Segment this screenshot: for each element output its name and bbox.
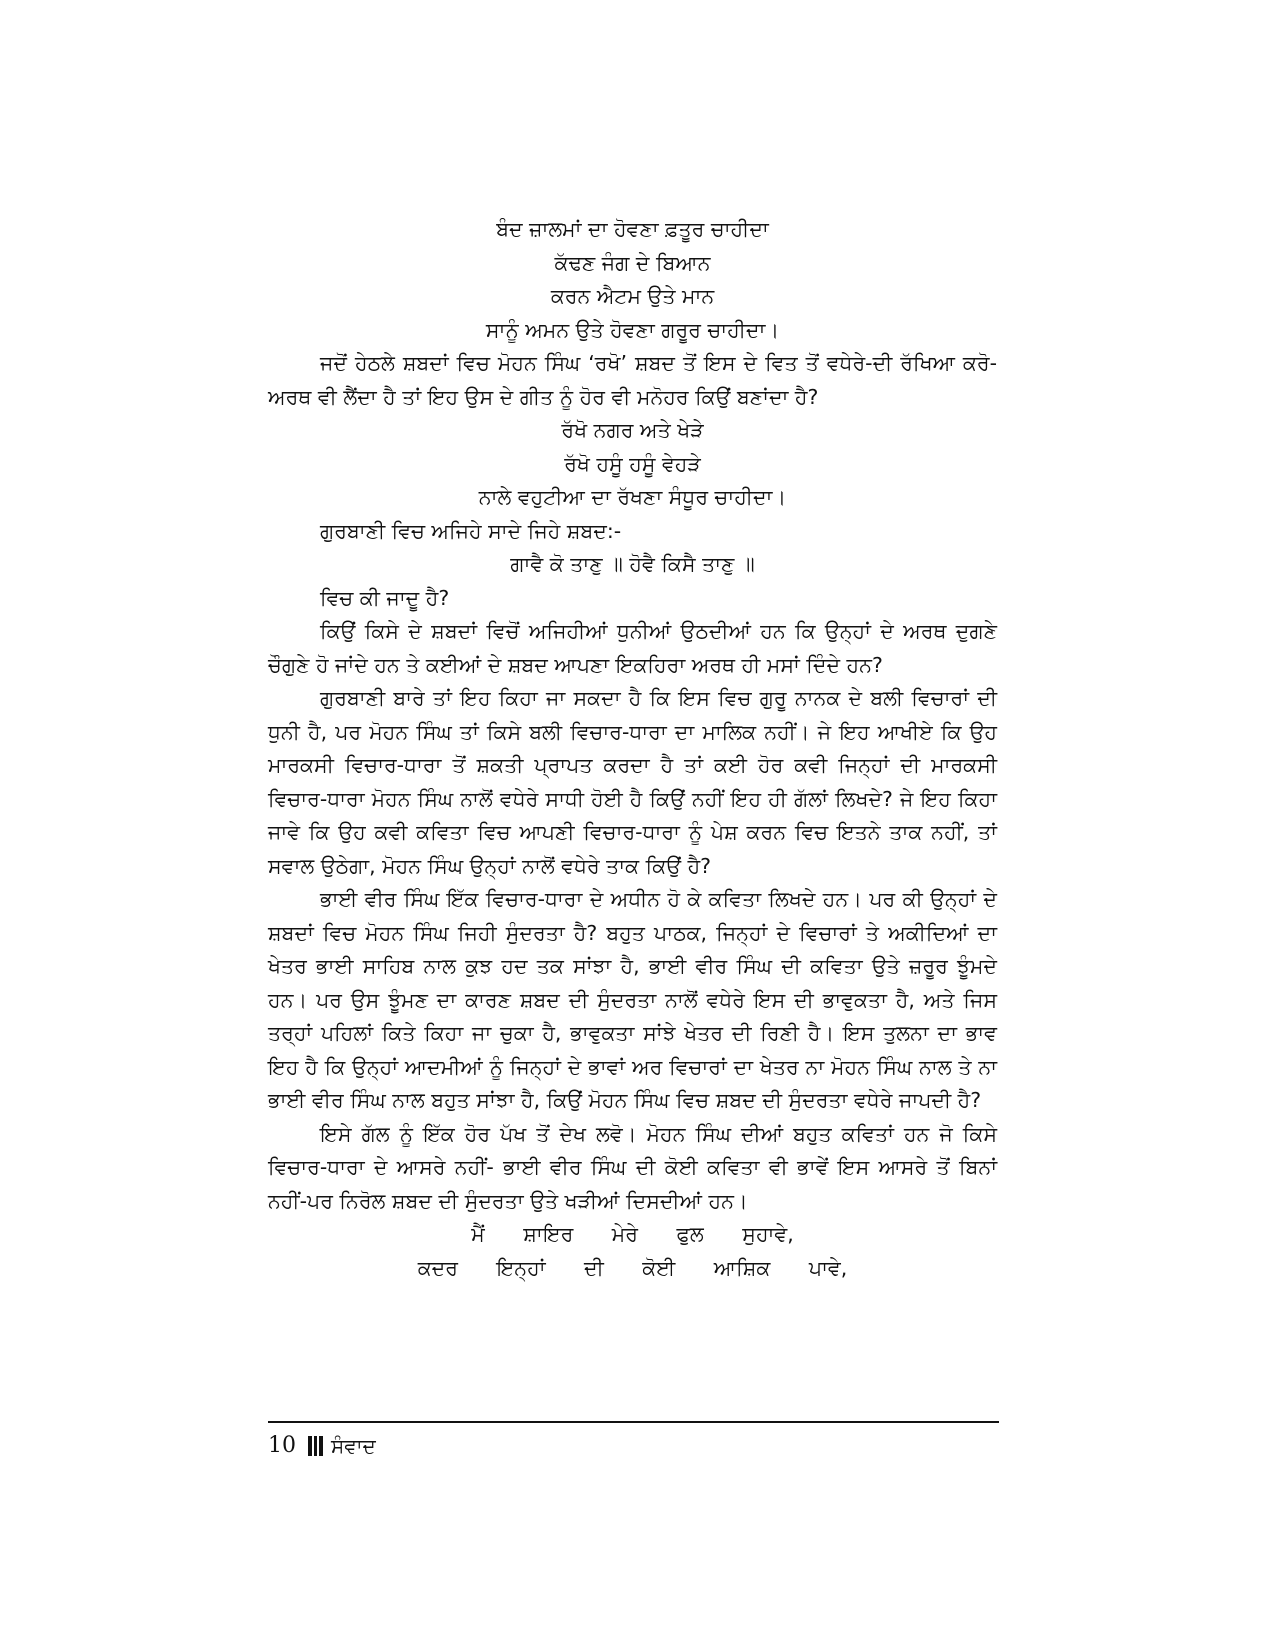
verse-line: ਰੱਖੋ ਹਸੂੰ ਹਸੂੰ ਵੇਹੜੇ — [564, 451, 701, 476]
verse-line: ਰੱਖੋ ਨਗਰ ਅਤੇ ਖੇੜੇ — [561, 418, 704, 442]
verse-line: ਮੈਂ ਸ਼ਾਇਰ ਮੇਰੇ ਫੁਲ ਸੁਹਾਵੇ, — [471, 1222, 794, 1246]
verse-line: ਬੰਦ ਜ਼ਾਲਮਾਂ ਦਾ ਹੋਵਣਾ ਫ਼ਤੂਰ ਚਾਹੀਦਾ — [496, 217, 769, 241]
footer-rule — [268, 1421, 999, 1423]
paragraph: ਗੁਰਬਾਣੀ ਬਾਰੇ ਤਾਂ ਇਹ ਕਿਹਾ ਜਾ ਸਕਦਾ ਹੈ ਕਿ ਇਸ ਵਿਚ ਗੁਰੂ ਨਾਨਕ ਦੇ ਬਲੀ ਵਿਚਾਰਾਂ ਦੀ ਧੁਨੀ ਹੈ, ਪਰ ਮੋਹਨ ਸਿੰਘ ਤਾਂ ਕਿਸੇ ਬਲੀ ਵਿਚਾਰ-ਧਾਰਾ ਦਾ ਮਾਲਿਕ ਨਹੀਂ। ਜੇ ਇਹ ਆਖੀਏ ਕਿ ਉਹ ਮਾਰਕਸੀ ਵਿਚਾਰ-ਧਾਰਾ ਤੋਂ ਸ਼ਕਤੀ ਪ੍ਰਾਪਤ ਕਰਦਾ ਹੈ ਤਾਂ ਕਈ ਹੋਰ ਕਵੀ ਜਿਨ੍ਹਾਂ ਦੀ ਮਾਰਕਸੀ ਵਿਚਾਰ-ਧਾਰਾ ਮੋਹਨ ਸਿੰਘ ਨਾਲੋਂ ਵਧੇਰੇ ਸਾਧੀ ਹੋਈ ਹੈ ਕਿਉਂ ਨਹੀਂ ਇਹ ਹੀ ਗੱਲਾਂ ਲਿਖਦੇ? ਜੇ ਇਹ ਕਿਹਾ ਜਾਵੇ ਕਿ ਉਹ ਕਵੀ ਕਵਿਤਾ ਵਿਚ ਆਪਣੀ ਵਿਚਾਰ-ਧਾਰਾ ਨੂੰ ਪੇਸ਼ ਕਰਨ ਵਿਚ ਇਤਨੇ ਤਾਕ ਨਹੀਂ, ਤਾਂ ਸਵਾਲ ਉਠੇਗਾ, ਮੋਹਨ ਸਿੰਘ ਉਨ੍ਹਾਂ ਨਾਲੋਂ ਵਧੇਰੇ ਤਾਕ ਕਿਉਂ ਹੈ? — [268, 686, 997, 878]
verse-line: ਨਾਲੇ ਵਹੁਟੀਆ ਦਾ ਰੱਖਣਾ ਸੰਧੂਰ ਚਾਹੀਦਾ। — [478, 485, 787, 509]
paragraph: ਗੁਰਬਾਣੀ ਵਿਚ ਅਜਿਹੇ ਸਾਦੇ ਜਿਹੇ ਸ਼ਬਦ:- — [320, 518, 622, 543]
body-text — [268, 213, 997, 1285]
three-bars-icon — [308, 1436, 325, 1456]
paragraph: ਕਿਉਂ ਕਿਸੇ ਦੇ ਸ਼ਬਦਾਂ ਵਿਚੋਂ ਅਜਿਹੀਆਂ ਧੁਨੀਆਂ ਉਠਦੀਆਂ ਹਨ ਕਿ ਉਨ੍ਹਾਂ ਦੇ ਅਰਥ ਦੁਗਣੇ ਚੌਗੁਣੇ ਹੋ ਜਾਂਦੇ ਹਨ ਤੇ ਕਈਆਂ ਦੇ ਸ਼ਬਦ ਆਪਣਾ ਇਕਹਿਰਾ ਅਰਥ ਹੀ ਮਸਾਂ ਦਿੰਦੇ ਹਨ? — [268, 619, 997, 677]
page-number: 10 — [268, 1433, 296, 1458]
scripture-quote: ਗਾਵੈ ਕੋ ਤਾਣੁ ॥ ਹੋਵੈ ਕਿਸੈ ਤਾਣੁ ॥ — [510, 552, 755, 576]
paragraph: ਇਸੇ ਗੱਲ ਨੂੰ ਇੱਕ ਹੋਰ ਪੱਖ ਤੋਂ ਦੇਖ ਲਵੋ। ਮੋਹਨ ਸਿੰਘ ਦੀਆਂ ਬਹੁਤ ਕਵਿਤਾਂ ਹਨ ਜੋ ਕਿਸੇ ਵਿਚਾਰ-ਧਾਰਾ ਦੇ ਆਸਰੇ ਨਹੀਂ- ਭਾਈ ਵੀਰ ਸਿੰਘ ਦੀ ਕੋਈ ਕਵਿਤਾ ਵੀ ਭਾਵੇਂ ਇਸ ਆਸਰੇ ਤੋਂ ਬਿਨਾਂ ਨਹੀਂ-ਪਰ ਨਿਰੋਲ ਸ਼ਬਦ ਦੀ ਸੁੰਦਰਤਾ ਉਤੇ ਖੜੀਆਂ ਦਿਸਦੀਆਂ ਹਨ। — [268, 1121, 997, 1213]
paragraph: ਵਿਚ ਕੀ ਜਾਦੂ ਹੈ? — [320, 585, 450, 610]
verse-line: ਕਦਰ ਇਨ੍ਹਾਂ ਦੀ ਕੋਈ ਆਸ਼ਿਕ ਪਾਵੇ, — [417, 1255, 848, 1280]
journal-name: ਸੰਵਾਦ — [331, 1434, 376, 1458]
paragraph: ਜਦੋਂ ਹੇਠਲੇ ਸ਼ਬਦਾਂ ਵਿਚ ਮੋਹਨ ਸਿੰਘ ‘ਰਖੋ’ ਸ਼ਬਦ ਤੋਂ ਇਸ ਦੇ ਵਿਤ ਤੋਂ ਵਧੇਰੇ-ਦੀ ਰੱਖਿਆ ਕਰੋ-ਅਰਥ ਵੀ ਲੈਂਦਾ ਹੈ ਤਾਂ ਇਹ ਉਸ ਦੇ ਗੀਤ ਨੂੰ ਹੋਰ ਵੀ ਮਨੋਹਰ ਕਿਉਂ ਬਣਾਂਦਾ ਹੈ? — [268, 351, 997, 409]
verse-line: ਕੱਢਣ ਜੰਗ ਦੇ ਬਿਆਨ — [554, 250, 711, 275]
paragraph: ਭਾਈ ਵੀਰ ਸਿੰਘ ਇੱਕ ਵਿਚਾਰ-ਧਾਰਾ ਦੇ ਅਧੀਨ ਹੋ ਕੇ ਕਵਿਤਾ ਲਿਖਦੇ ਹਨ। ਪਰ ਕੀ ਉਨ੍ਹਾਂ ਦੇ ਸ਼ਬਦਾਂ ਵਿਚ ਮੋਹਨ ਸਿੰਘ ਜਿਹੀ ਸੁੰਦਰਤਾ ਹੈ? ਬਹੁਤ ਪਾਠਕ, ਜਿਨ੍ਹਾਂ ਦੇ ਵਿਚਾਰਾਂ ਤੇ ਅਕੀਦਿਆਂ ਦਾ ਖੇਤਰ ਭਾਈ ਸਾਹਿਬ ਨਾਲ ਕੁਝ ਹਦ ਤਕ ਸਾਂਝਾ ਹੈ, ਭਾਈ ਵੀਰ ਸਿੰਘ ਦੀ ਕਵਿਤਾ ਉਤੇ ਜ਼ਰੂਰ ਝੂੰਮਦੇ ਹਨ। ਪਰ ਉਸ ਝੂੰਮਣ ਦਾ ਕਾਰਣ ਸ਼ਬਦ ਦੀ ਸੁੰਦਰਤਾ ਨਾਲੋਂ ਵਧੇਰੇ ਇਸ ਦੀ ਭਾਵੁਕਤਾ ਹੈ, ਅਤੇ ਜਿਸ ਤਰ੍ਹਾਂ ਪਹਿਲਾਂ ਕਿਤੇ ਕਿਹਾ ਜਾ ਚੁਕਾ ਹੈ, ਭਾਵੁਕਤਾ ਸਾਂਝੇ ਖੇਤਰ ਦੀ ਰਿਣੀ ਹੈ। ਇਸ ਤੁਲਨਾ ਦਾ ਭਾਵ ਇਹ ਹੈ ਕਿ ਉਨ੍ਹਾਂ ਆਦਮੀਆਂ ਨੂੰ ਜਿਨ੍ਹਾਂ ਦੇ ਭਾਵਾਂ ਅਰ ਵਿਚਾਰਾਂ ਦਾ ਖੇਤਰ ਨਾ ਮੋਹਨ ਸਿੰਘ ਨਾਲ ਤੇ ਨਾ ਭਾਈ ਵੀਰ ਸਿੰਘ ਨਾਲ ਬਹੁਤ ਸਾਂਝਾ ਹੈ, ਕਿਉਂ ਮੋਹਨ ਸਿੰਘ ਵਿਚ ਸ਼ਬਦ ਦੀ ਸੁੰਦਰਤਾ ਵਧੇਰੇ ਜਾਪਦੀ ਹੈ? — [268, 887, 997, 1112]
verse-line: ਸਾਨੂੰ ਅਮਨ ਉਤੇ ਹੋਵਣਾ ਗਰੂਰ ਚਾਹੀਦਾ। — [485, 317, 780, 342]
page-footer — [268, 1432, 376, 1460]
verse-line: ਕਰਨ ਐਟਮ ਉਤੇ ਮਾਨ — [550, 284, 715, 308]
